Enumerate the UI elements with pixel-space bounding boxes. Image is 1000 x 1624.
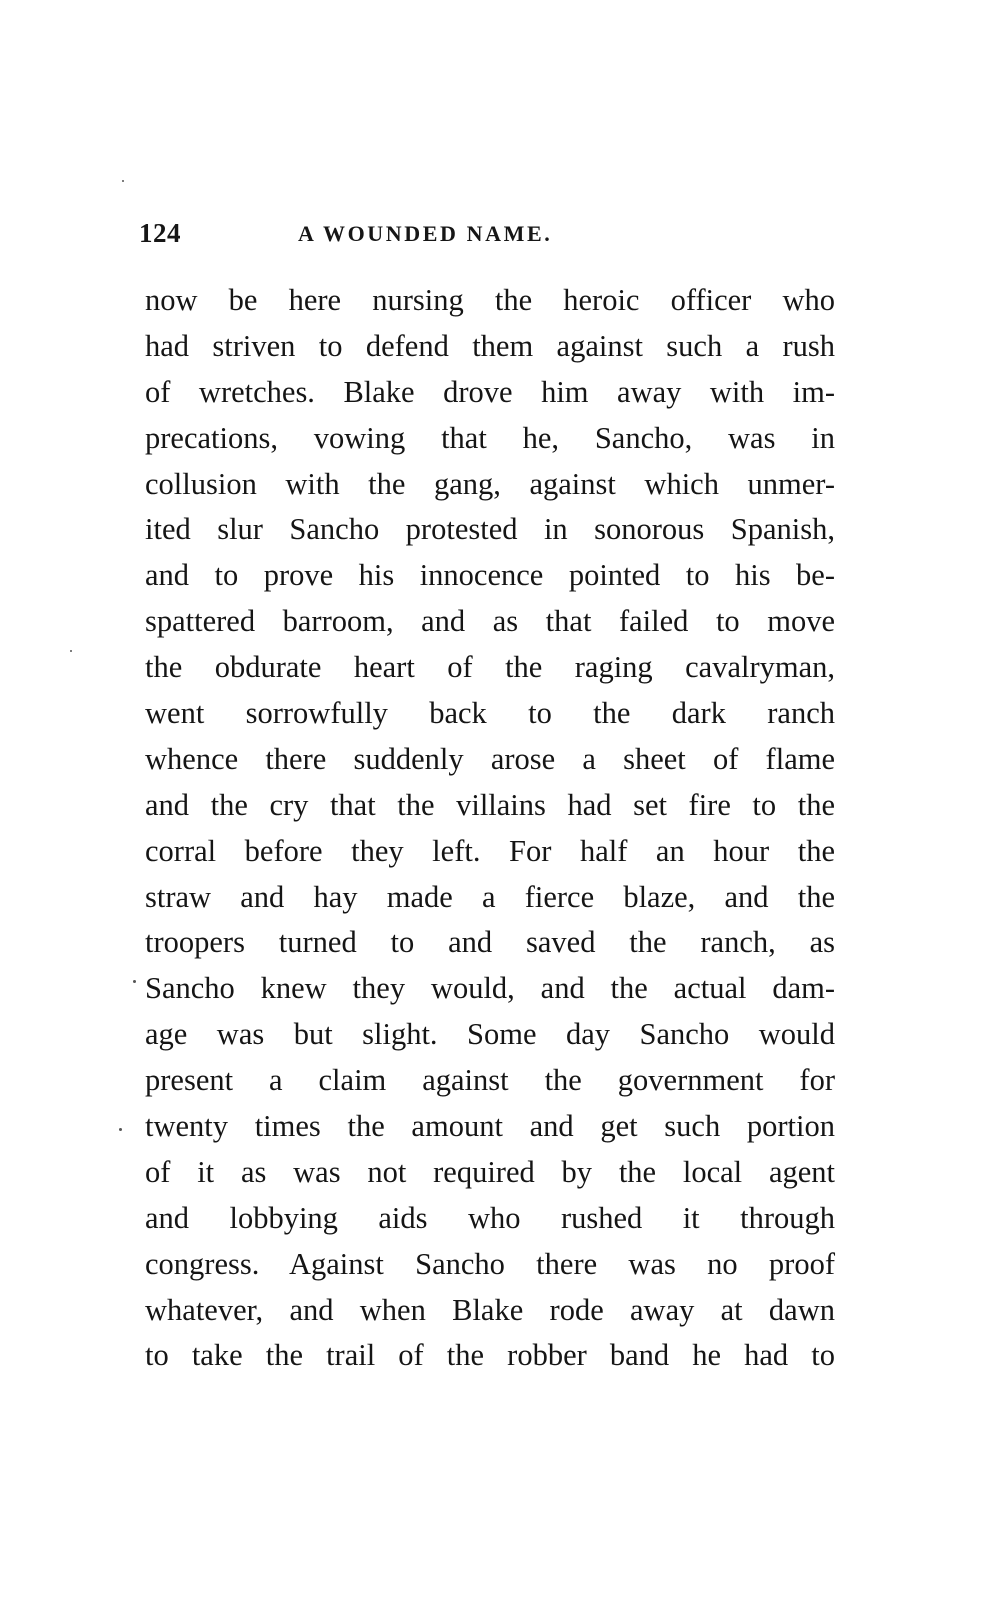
text-line: collusion with the gang, against which unmer-	[145, 466, 835, 501]
running-head	[139, 218, 839, 258]
running-title: A WOUNDED NAME.	[298, 221, 553, 246]
text-line: straw and hay made a fierce blaze, and the	[145, 879, 835, 914]
text-line: Sancho knew they would, and the actual dam-	[145, 971, 835, 1006]
text-line: and lobbying aids who rushed it through	[145, 1200, 835, 1235]
scan-speck	[119, 1128, 122, 1131]
scan-speck	[133, 980, 136, 983]
body-text	[145, 278, 835, 1379]
text-line: congress. Against Sancho there was no proof	[145, 1246, 835, 1281]
text-line: corral before they left. For half an hour the	[145, 833, 835, 868]
text-line: twenty times the amount and get such portion	[145, 1109, 835, 1144]
scan-speck	[70, 650, 72, 652]
text-line: age was but slight. Some day Sancho would	[145, 1017, 835, 1052]
text-line: whatever, and when Blake rode away at dawn	[145, 1292, 835, 1327]
text-line: the obdurate heart of the raging cavalryman,	[145, 650, 835, 685]
text-line: now be here nursing the heroic officer who	[145, 283, 835, 317]
text-line: had striven to defend them against such a rush	[145, 328, 835, 363]
text-line: to take the trail of the robber band he had to	[145, 1338, 835, 1373]
text-line: of it as was not required by the local agent	[145, 1154, 835, 1189]
scan-speck	[122, 180, 124, 182]
text-line: and to prove his innocence pointed to his be-	[145, 558, 835, 593]
text-line: present a claim against the government for	[145, 1063, 835, 1098]
text-line: precations, vowing that he, Sancho, was in	[145, 420, 835, 455]
text-line: whence there suddenly arose a sheet of flame	[145, 741, 835, 776]
text-line: and the cry that the villains had set fire to the	[145, 787, 835, 822]
text-line: ited slur Sancho protested in sonorous Spanish,	[145, 512, 835, 547]
text-line: of wretches. Blake drove him away with im-	[145, 374, 835, 409]
text-line: went sorrowfully back to the dark ranch	[145, 696, 835, 731]
text-line: troopers turned to and saved the ranch, as	[145, 925, 835, 960]
text-line: spattered barroom, and as that failed to move	[145, 604, 835, 639]
page-number: 124	[139, 218, 181, 248]
